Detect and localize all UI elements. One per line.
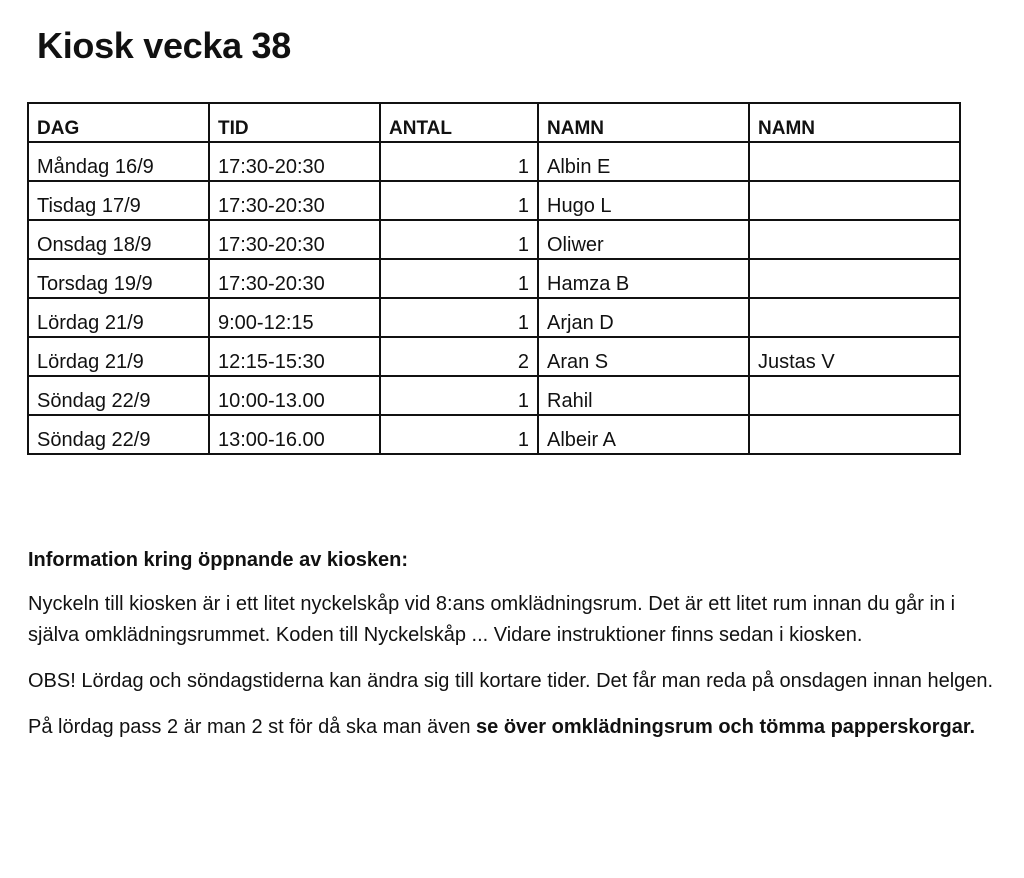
- cell-namn: Hugo L: [538, 181, 749, 220]
- column-header-namn: NAMN: [538, 103, 749, 142]
- cell-namn: Albeir A: [538, 415, 749, 454]
- cell-dag: Söndag 22/9: [28, 415, 209, 454]
- table-row: [28, 142, 960, 181]
- info-heading: Information kring öppnande av kiosken:: [28, 549, 409, 571]
- table-row: [28, 337, 960, 376]
- table-row: [28, 259, 960, 298]
- cell-antal: 2: [380, 337, 538, 376]
- cell-tid: 12:15-15:30: [209, 337, 380, 376]
- cell-namn-2: [749, 142, 960, 181]
- cell-antal: 1: [380, 259, 538, 298]
- cell-tid: 13:00-16.00: [209, 415, 380, 454]
- cell-dag: Söndag 22/9: [28, 376, 209, 415]
- cell-antal: 1: [380, 181, 538, 220]
- cell-antal: 1: [380, 298, 538, 337]
- cell-dag: Lördag 21/9: [28, 298, 209, 337]
- cell-tid: 17:30-20:30: [209, 259, 380, 298]
- info-saturday-emphasis: se över omklädningsrum och tömma papperskorgar.: [476, 716, 976, 738]
- cell-namn-2: [749, 298, 960, 337]
- cell-tid: 17:30-20:30: [209, 220, 380, 259]
- cell-tid: 9:00-12:15: [209, 298, 380, 337]
- cell-antal: 1: [380, 376, 538, 415]
- table-row: [28, 376, 960, 415]
- info-section: [28, 545, 1003, 758]
- cell-antal: 1: [380, 142, 538, 181]
- cell-dag: Måndag 16/9: [28, 142, 209, 181]
- cell-tid: 17:30-20:30: [209, 181, 380, 220]
- table-header-row: [28, 103, 960, 142]
- cell-namn-2: [749, 376, 960, 415]
- cell-namn: Albin E: [538, 142, 749, 181]
- page-title: Kiosk vecka 38: [37, 25, 291, 66]
- column-header-antal: ANTAL: [380, 103, 538, 142]
- cell-namn: Hamza B: [538, 259, 749, 298]
- info-paragraph-key: Nyckeln till kiosken är i ett litet nyckelskåp vid 8:ans omklädningsrum. Det är ett litet rum innan du går in i själva omklädningsrummet. Koden till Nyckelskåp ... Vidare instruktioner finns sedan i kiosken.: [28, 593, 956, 646]
- cell-namn-2: [749, 181, 960, 220]
- cell-namn-2: Justas V: [749, 337, 960, 376]
- column-header-dag: DAG: [28, 103, 209, 142]
- schedule-table: [27, 102, 961, 455]
- info-paragraph-saturday: [28, 712, 1003, 743]
- cell-namn-2: [749, 415, 960, 454]
- cell-antal: 1: [380, 220, 538, 259]
- cell-namn: Rahil: [538, 376, 749, 415]
- cell-namn: Oliwer: [538, 220, 749, 259]
- cell-namn-2: [749, 259, 960, 298]
- table-row: [28, 415, 960, 454]
- info-paragraph-obs: OBS! Lördag och söndagstiderna kan ändra sig till kortare tider. Det får man reda på onsdagen innan helgen.: [28, 670, 994, 692]
- cell-namn: Arjan D: [538, 298, 749, 337]
- table-row: [28, 220, 960, 259]
- cell-namn-2: [749, 220, 960, 259]
- cell-antal: 1: [380, 415, 538, 454]
- column-header-tid: TID: [209, 103, 380, 142]
- info-saturday-text: På lördag pass 2 är man 2 st för då ska man även: [28, 716, 477, 738]
- cell-dag: Lördag 21/9: [28, 337, 209, 376]
- column-header-namn-2: NAMN: [749, 103, 960, 142]
- table-row: [28, 181, 960, 220]
- table-row: [28, 298, 960, 337]
- cell-dag: Torsdag 19/9: [28, 259, 209, 298]
- cell-tid: 17:30-20:30: [209, 142, 380, 181]
- cell-tid: 10:00-13.00: [209, 376, 380, 415]
- cell-dag: Tisdag 17/9: [28, 181, 209, 220]
- cell-namn: Aran S: [538, 337, 749, 376]
- cell-dag: Onsdag 18/9: [28, 220, 209, 259]
